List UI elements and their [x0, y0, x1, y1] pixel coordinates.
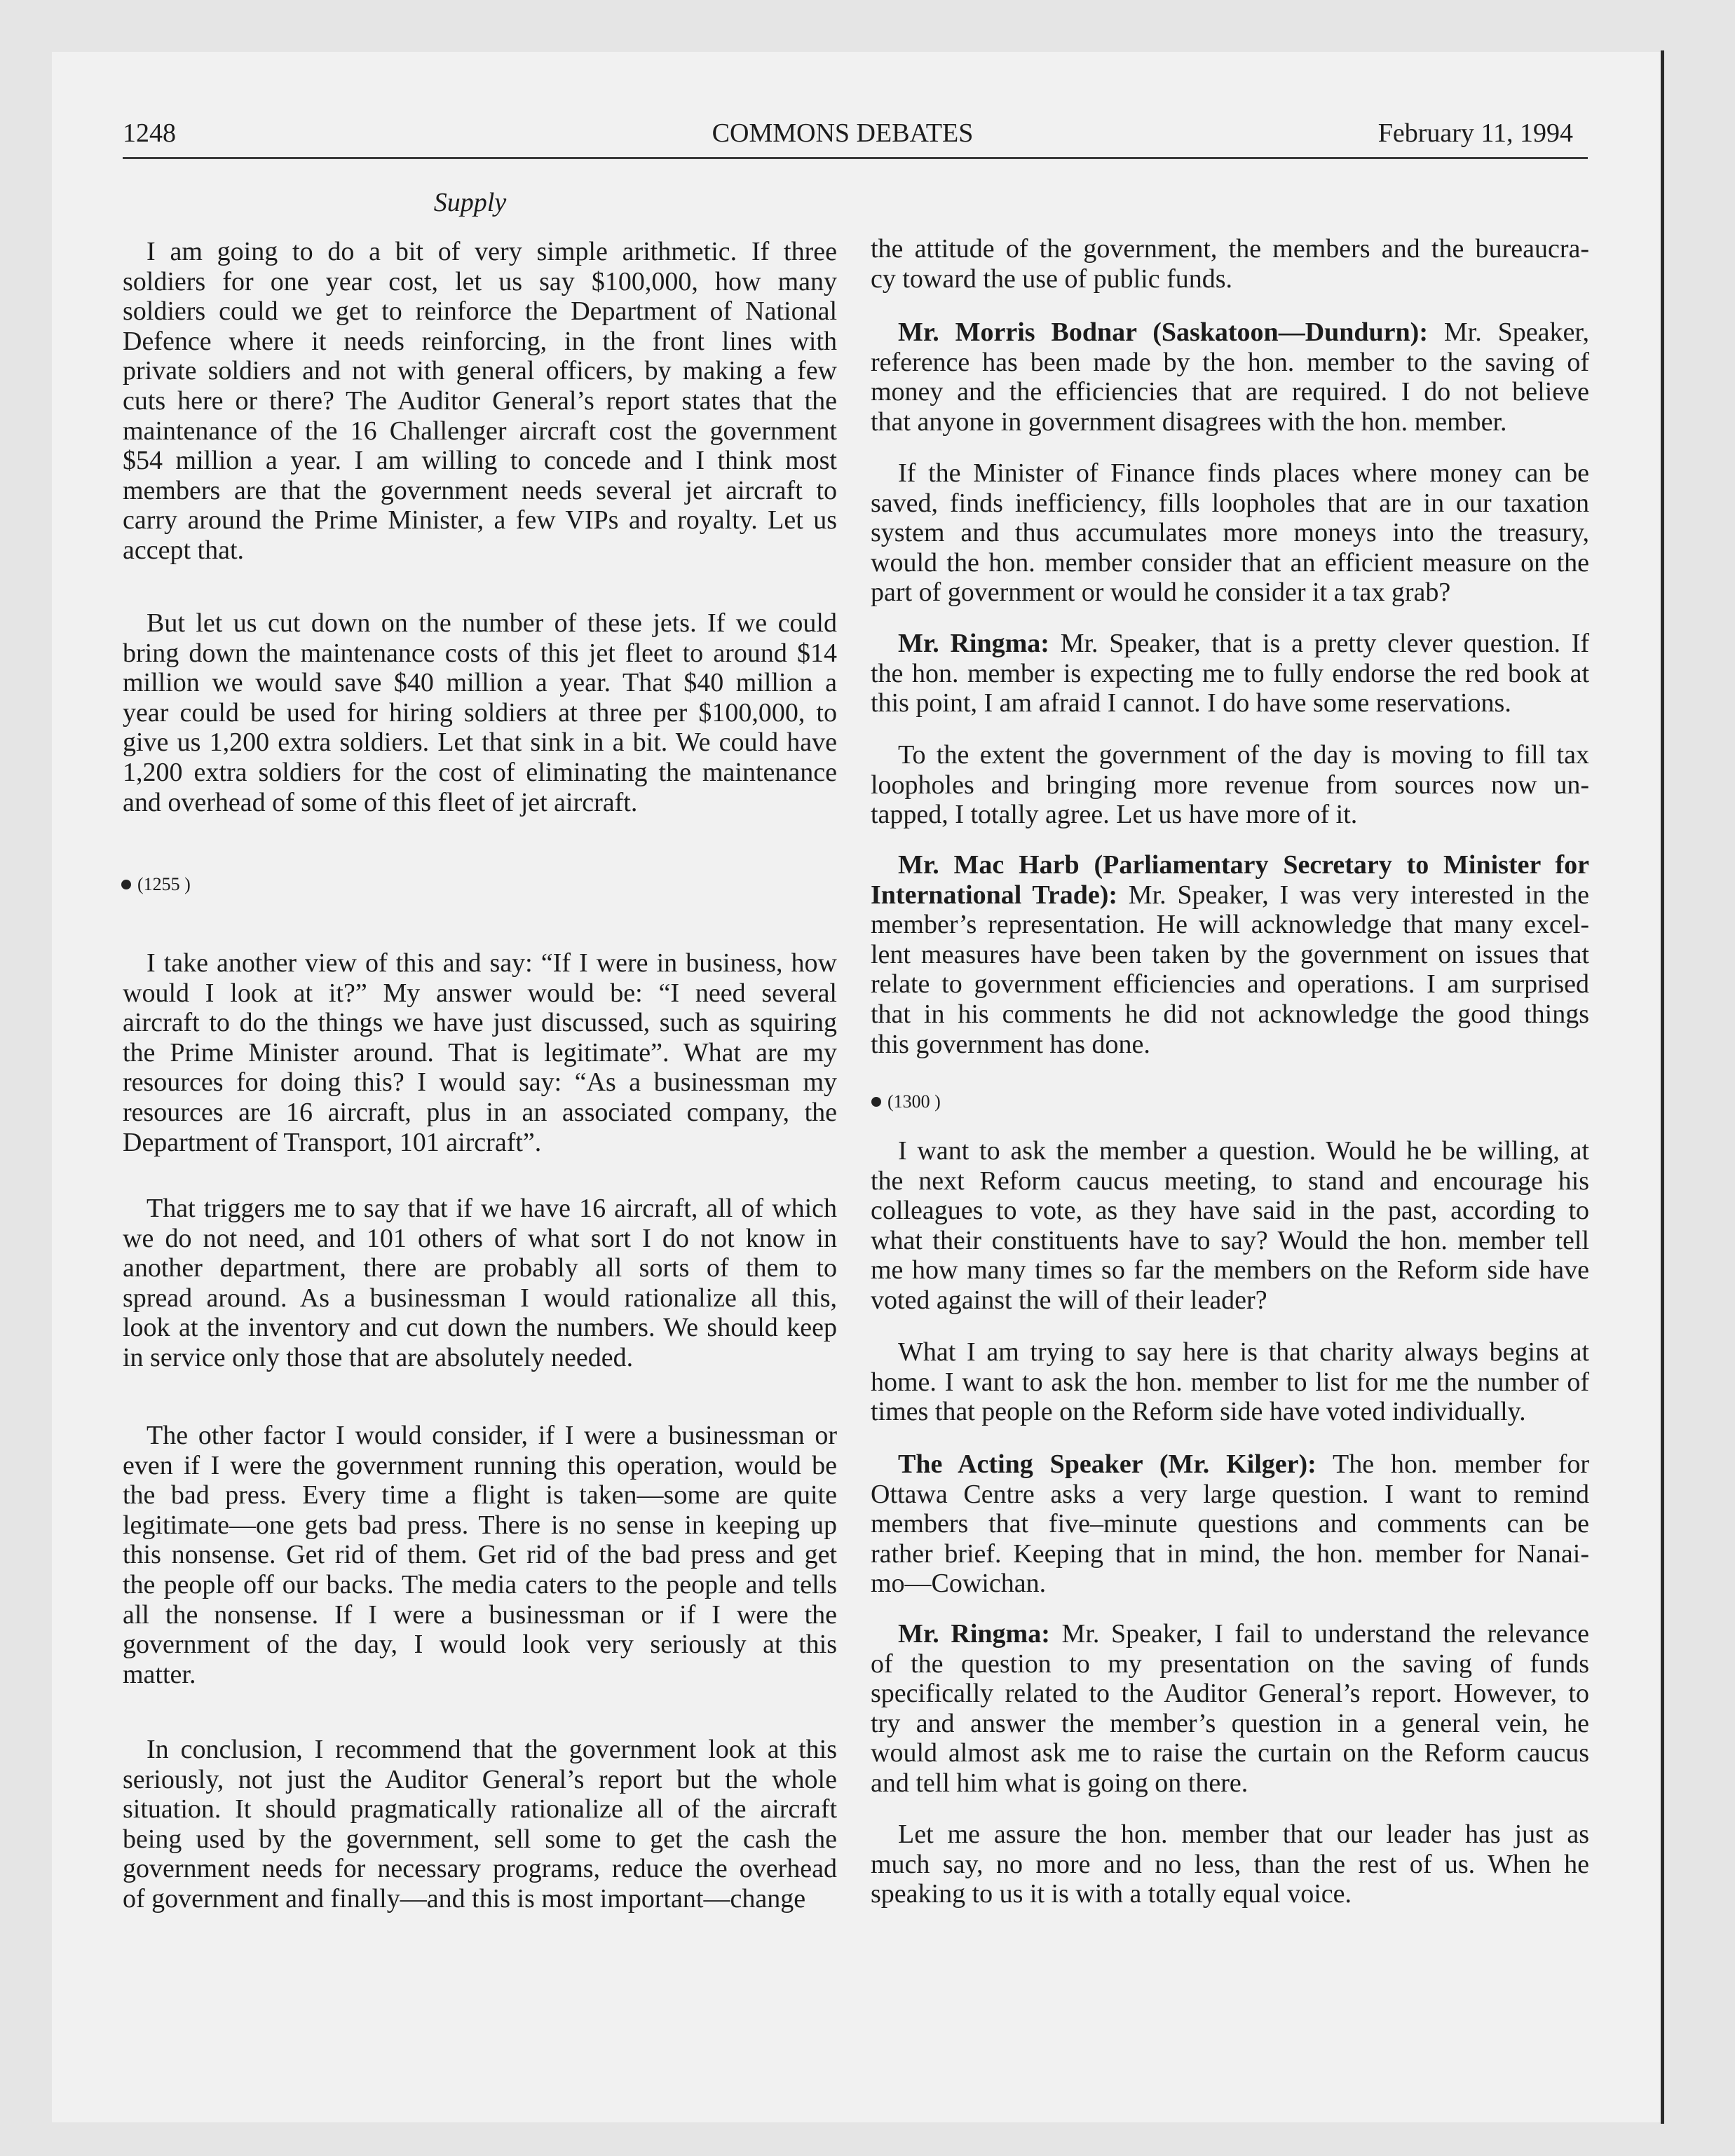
text-line: of government and finally—and this is most important—change [123, 1883, 806, 1913]
text-line: If the Minister of Finance finds places where money can be [898, 458, 1589, 488]
text-line: member’s representation. He will acknowledge that many excel- [871, 910, 1589, 940]
text-line: cuts here or there? The Auditor General’s report states that the [123, 386, 837, 416]
text-line: would almost ask me to raise the curtain on the Reform caucus [871, 1738, 1589, 1768]
time-marker [871, 1091, 941, 1112]
text-line: and tell him what is going on there. [871, 1768, 1248, 1798]
text-line: members are that the government needs several jet aircraft to [123, 475, 837, 505]
text-line: 1,200 extra soldiers for the cost of eliminating the maintenance [123, 757, 837, 787]
text-line: would I look at it?” My answer would be: “I need several [123, 978, 837, 1008]
paragraph [123, 237, 837, 566]
text-line: aircraft to do the things we have just discussed, such as squiring [123, 1008, 837, 1038]
paragraph [871, 458, 1589, 608]
text-line: members that five–minute questions and comments can be [871, 1509, 1589, 1539]
publication-date: February 11, 1994 [1377, 118, 1573, 148]
text-line: speaking to us it is with a totally equal voice. [871, 1879, 1352, 1909]
paragraph [871, 234, 1589, 294]
text-line [871, 629, 1589, 659]
speech-text: Mr. Speaker, I was very interested in the [1128, 880, 1589, 910]
speech-text: Mr. Speaker, I fail to understand the relevance [1061, 1619, 1589, 1649]
text-line: Ottawa Centre asks a very large question. I want to remind [871, 1479, 1589, 1509]
text-line: the next Reform caucus meeting, to stand and encourage his [871, 1166, 1589, 1196]
text-line: To the extent the government of the day is moving to fill tax [898, 740, 1589, 770]
text-line: In conclusion, I recommend that the government look at this [147, 1735, 837, 1764]
text-line [871, 1449, 1589, 1480]
speaker-name: Mr. Morris Bodnar (Saskatoon—Dundurn): [898, 318, 1428, 347]
speech-text: Mr. Speaker, that is a pretty clever question. If [1060, 629, 1590, 658]
paragraph [123, 1194, 837, 1373]
text-line: part of government or would he consider it a tax grab? [871, 578, 1451, 608]
text-line: But let us cut down on the number of these jets. If we could [147, 608, 837, 638]
text-line: government of the day, I would look very seriously at this [123, 1630, 837, 1660]
text-line [871, 318, 1589, 348]
text-line: seriously, not just the Auditor General’s report but the whole [123, 1764, 837, 1794]
speaker-name: Mr. Ringma: [898, 1619, 1050, 1649]
text-line: bring down the maintenance costs of this jet fleet to around $14 [123, 638, 837, 668]
speech-text: The hon. member for [1333, 1449, 1589, 1479]
text-line: year could be used for hiring soldiers at three per $100,000, to [123, 697, 837, 728]
text-line: Defence where it needs reinforcing, in the front lines with [123, 326, 837, 356]
text-line: specifically related to the Auditor General’s report. However, to [871, 1679, 1589, 1709]
text-line: soldiers for one year cost, let us say $100,000, how many [123, 266, 837, 296]
text-line: colleagues to vote, as they have said in the past, according to [871, 1196, 1589, 1226]
text-line: the hon. member is expecting me to fully endorse the red book at [871, 658, 1589, 688]
text-line: That triggers me to say that if we have 16 aircraft, all of which [147, 1194, 837, 1223]
section-title: Supply [433, 188, 507, 217]
text-line: carry around the Prime Minister, a few VIPs and royalty. Let us [123, 505, 837, 535]
speaker-name: The Acting Speaker (Mr. Kilger): [898, 1449, 1316, 1479]
speaker-name: Mr. Ringma: [898, 629, 1049, 658]
paragraph [871, 1136, 1589, 1316]
paragraph [123, 608, 837, 817]
text-line: even if I were the government running this operation, would be [123, 1450, 837, 1480]
text-line: What I am trying to say here is that charity always begins at [898, 1337, 1589, 1367]
text-line: this government has done. [871, 1029, 1150, 1059]
text-line: this nonsense. Get rid of them. Get rid of the bad press and get [123, 1540, 837, 1570]
text-line: cy toward the use of public funds. [871, 264, 1233, 294]
text-line: all the nonsense. If I were a businessman or if I were the [123, 1599, 837, 1630]
text-line: try and answer the member’s question in a general vein, he [871, 1708, 1589, 1738]
paragraph [871, 318, 1589, 437]
paragraph [123, 948, 837, 1157]
text-line: and overhead of some of this fleet of jet aircraft. [123, 787, 638, 817]
text-line: situation. It should pragmatically rationalize all of the aircraft [123, 1794, 837, 1824]
text-line [871, 850, 1589, 880]
text-line: we do not need, and 101 others of what sort I do not know in [123, 1223, 837, 1253]
text-line: the attitude of the government, the members and the bureaucra- [871, 234, 1589, 264]
text-line: being used by the government, sell some to get the cash the [123, 1824, 837, 1854]
text-line: I am going to do a bit of very simple arithmetic. If three [147, 237, 837, 266]
text-line: relate to government efficiencies and operations. I am surprised [871, 969, 1589, 999]
text-line: rather brief. Keeping that in mind, the hon. member for Nanai- [871, 1538, 1589, 1569]
text-line: $54 million a year. I am willing to concede and I think most [123, 446, 837, 476]
text-line: voted against the will of their leader? [871, 1285, 1267, 1315]
text-line: lent measures have been taken by the government on issues that [871, 939, 1589, 969]
paragraph [871, 1449, 1589, 1599]
text-line: resources for doing this? I would say: “As a businessman my [123, 1067, 837, 1098]
page-number: 1248 [123, 118, 176, 148]
text-line: home. I want to ask the hon. member to list for me the number of [871, 1367, 1589, 1397]
text-line: million we would save $40 million a year. That $40 million a [123, 668, 837, 698]
page-edge-line [1661, 50, 1664, 2124]
speaker-name: Mr. Mac Harb (Parliamentary Secretary to Minister for [898, 850, 1589, 880]
text-line: soldiers could we get to reinforce the Department of National [123, 296, 837, 327]
bullet-icon [121, 880, 131, 889]
header-rule [123, 157, 1588, 159]
time-marker [121, 874, 191, 895]
text-line: mo—Cowichan. [871, 1569, 1047, 1599]
publication-title: COMMONS DEBATES [712, 118, 974, 148]
text-line: system and thus accumulates more moneys into the treasury, [871, 518, 1589, 548]
text-line: reference has been made by the hon. member to the saving of [871, 347, 1589, 377]
paragraph [871, 850, 1589, 1059]
text-line: what their constituents have to say? Would the hon. member tell [871, 1225, 1589, 1255]
text-line: resources are 16 aircraft, plus in an associated company, the [123, 1097, 837, 1127]
speaker-name: International Trade): [871, 880, 1118, 910]
paragraph [871, 1820, 1589, 1909]
text-line: the bad press. Every time a flight is taken—some are quite [123, 1480, 837, 1510]
text-line: this point, I am afraid I cannot. I do have some reservations. [871, 688, 1511, 718]
text-line [871, 880, 1589, 910]
text-line: Let me assure the hon. member that our leader has just as [898, 1820, 1589, 1849]
text-line: money and the efficiencies that are required. I do not believe [871, 377, 1589, 407]
text-line: matter. [123, 1659, 196, 1689]
text-line: loopholes and bringing more revenue from sources now un- [871, 770, 1589, 800]
text-line: another department, there are probably all sorts of them to [123, 1253, 837, 1283]
text-line: look at the inventory and cut down the numbers. We should keep [123, 1313, 837, 1343]
text-line: of the question to my presentation on the saving of funds [871, 1649, 1589, 1679]
text-line: give us 1,200 extra soldiers. Let that sink in a bit. We could have [123, 728, 837, 758]
paragraph [123, 1421, 837, 1689]
time-marker-text: (1300 ) [887, 1091, 941, 1112]
text-line: times that people on the Reform side have voted individually. [871, 1397, 1526, 1427]
text-line: me how many times so far the members on the Reform side have [871, 1255, 1589, 1285]
text-line: in service only those that are absolutely needed. [123, 1342, 634, 1372]
paragraph [123, 1735, 837, 1914]
text-line: spread around. As a businessman I would rationalize all this, [123, 1283, 837, 1313]
text-line: government needs for necessary programs, reduce the overhead [123, 1854, 837, 1884]
text-line: that anyone in government disagrees with the hon. member. [871, 407, 1507, 437]
text-line: I want to ask the member a question. Would he be willing, at [898, 1136, 1589, 1166]
text-line: tapped, I totally agree. Let us have more of it. [871, 800, 1358, 830]
text-line: legitimate—one gets bad press. There is no sense in keeping up [123, 1510, 837, 1540]
paragraph [871, 1619, 1589, 1799]
paragraph [871, 740, 1589, 830]
text-line: The other factor I would consider, if I were a businessman or [147, 1421, 837, 1450]
text-line: accept that. [123, 535, 245, 565]
text-line: Department of Transport, 101 aircraft”. [123, 1127, 542, 1157]
text-line: that in his comments he did not acknowledge the good things [871, 999, 1589, 1029]
text-line: I take another view of this and say: “If I were in business, how [147, 948, 837, 978]
text-line: would the hon. member consider that an efficient measure on the [871, 547, 1589, 578]
text-line: the people off our backs. The media caters to the people and tells [123, 1569, 837, 1599]
paragraph [871, 629, 1589, 718]
time-marker-text: (1255 ) [137, 874, 191, 894]
text-line: the Prime Minister around. That is legitimate”. What are my [123, 1037, 837, 1067]
paragraph [871, 1337, 1589, 1427]
speech-text: Mr. Speaker, [1443, 318, 1590, 347]
text-line: much say, no more and no less, than the rest of us. When he [871, 1849, 1589, 1879]
text-line [871, 1619, 1589, 1649]
text-line: maintenance of the 16 Challenger aircraft cost the government [123, 416, 837, 446]
text-line: saved, finds inefficiency, fills loopholes that are in our taxation [871, 488, 1589, 518]
text-line: private soldiers and not with general officers, by making a few [123, 356, 837, 386]
bullet-icon [871, 1097, 881, 1107]
